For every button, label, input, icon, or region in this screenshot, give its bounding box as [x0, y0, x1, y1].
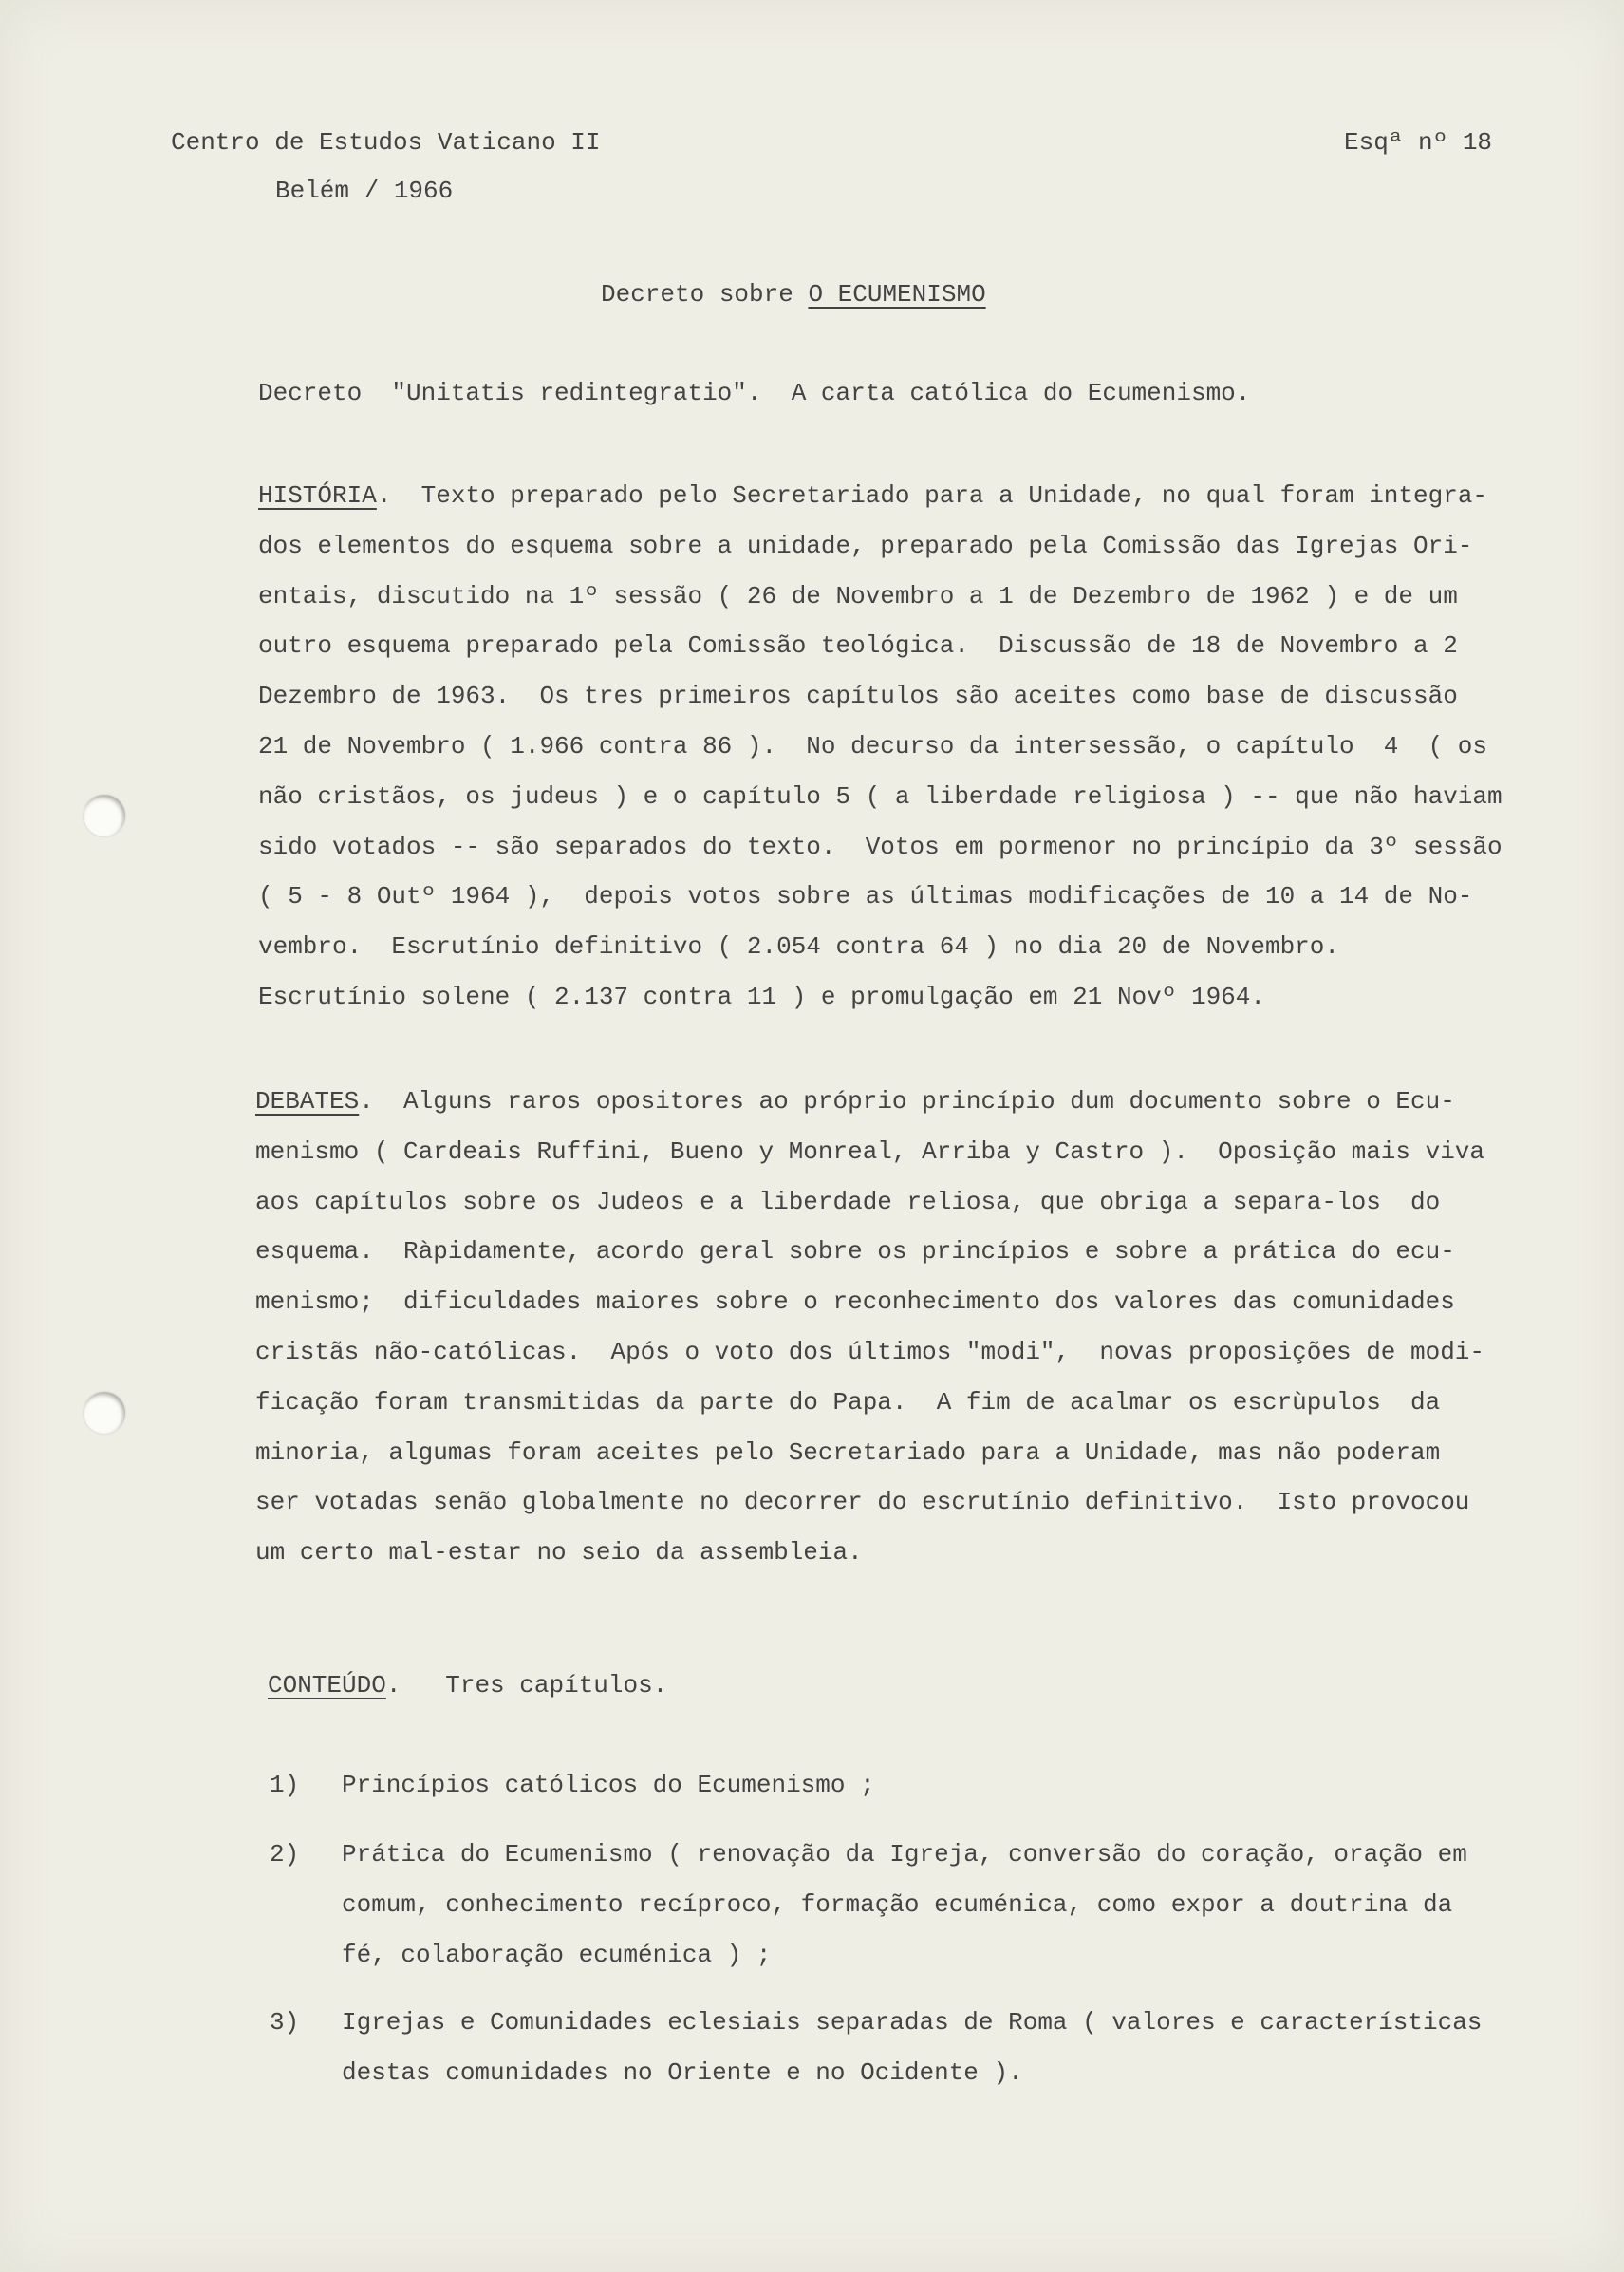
historia-heading: HISTÓRIA	[258, 481, 377, 510]
debates-line: minoria, algumas foram aceites pelo Secretariado para a Unidade, mas não poderam	[255, 1437, 1441, 1467]
document-title	[601, 270, 986, 320]
historia-line: vembro. Escrutínio definitivo ( 2.054 contra 64 ) no dia 20 de Novembro.	[258, 932, 1339, 962]
historia-line: dos elementos do esquema sobre a unidade, preparado pela Comissão das Igrejas Ori-	[258, 531, 1473, 560]
title-subject: O ECUMENISMO	[808, 280, 986, 309]
historia-line: Texto preparado pelo Secretariado para a Unidade, no qual foram integra-	[391, 481, 1488, 510]
historia-line: outro esquema preparado pela Comissão teológica. Discussão de 18 de Novembro a 2	[258, 631, 1458, 661]
debates-line: Alguns raros opositores ao próprio princípio dum documento sobre o Ecu-	[373, 1087, 1455, 1116]
chapter-number: 3)	[270, 2008, 300, 2037]
punch-hole-top	[84, 795, 125, 836]
conteudo-text: Tres capítulos.	[401, 1671, 668, 1699]
chapter-line: fé, colaboração ecuménica ) ;	[342, 1940, 772, 1969]
historia-first-line	[258, 471, 1503, 521]
chapter-line: destas comunidades no Oriente e no Ocidente ).	[342, 2057, 1023, 2087]
historia-line: entais, discutido na 1º sessão ( 26 de Novembro a 1 de Dezembro de 1962 ) e de um	[258, 581, 1458, 610]
chapter-line: Prática do Ecumenismo ( renovação da Igreja, conversão do coração, oração em	[342, 1840, 1467, 1868]
chapter-line: comum, conhecimento recíproco, formação ecuménica, como expor a doutrina da	[342, 1889, 1453, 1919]
institution-name: Centro de Estudos Vaticano II	[171, 128, 601, 157]
debates-heading-period: .	[359, 1087, 374, 1116]
historia-line: não cristãos, os judeus ) e o capítulo 5 ( a liberdade religiosa ) -- que não haviam	[258, 781, 1503, 811]
chapter-line: Princípios católicos do Ecumenismo ;	[342, 1771, 875, 1799]
historia-line: ( 5 - 8 Outº 1964 ), depois votos sobre as últimas modificações de 10 a 14 de No-	[258, 882, 1473, 911]
debates-line: um certo mal-estar no seio da assembleia.	[255, 1538, 863, 1568]
historia-heading-period: .	[376, 481, 392, 510]
debates-line: ficação foram transmitidas da parte do Papa. A fim de acalmar os escrùpulos da	[255, 1387, 1441, 1417]
place-year: Belém / 1966	[275, 177, 454, 205]
debates-line: ser votadas senão globalmente no decorrer do escrutínio definitivo. Isto provocou	[255, 1488, 1470, 1517]
conteudo-heading-period: .	[385, 1671, 401, 1699]
historia-line: 21 de Novembro ( 1.966 contra 86 ). No decurso da intersessão, o capítulo 4 ( os	[258, 731, 1488, 760]
conteudo-line	[268, 1661, 667, 1711]
document-subtitle: Decreto "Unitatis redintegratio". A carta católica do Ecumenismo.	[258, 379, 1251, 407]
historia-line: sido votados -- são separados do texto. Votos em pormenor no princípio da 3º sessão	[258, 832, 1503, 861]
chapter-number: 2)	[270, 1840, 300, 1868]
document-reference: Esqª nº 18	[1344, 128, 1493, 157]
debates-line: menismo; dificuldades maiores sobre o reconhecimento dos valores das comunidades	[255, 1287, 1455, 1317]
historia-line: Dezembro de 1963. Os tres primeiros capítulos são aceites como base de discussão	[258, 682, 1458, 711]
debates-heading: DEBATES	[255, 1087, 360, 1116]
title-prefix: Decreto sobre	[601, 280, 809, 309]
debates-line: menismo ( Cardeais Ruffini, Bueno y Monreal, Arriba y Castro ). Oposição mais viva	[255, 1136, 1485, 1166]
punch-hole-bottom	[84, 1392, 125, 1434]
conteudo-heading: CONTEÚDO	[268, 1671, 386, 1699]
chapter-line: Igrejas e Comunidades eclesiais separadas de Roma ( valores e características	[342, 2008, 1483, 2037]
debates-section	[255, 1077, 1484, 1578]
debates-line: aos capítulos sobre os Judeos e a liberdade reliosa, que obriga a separa-los do	[255, 1187, 1441, 1216]
debates-line: esquema. Ràpidamente, acordo geral sobre os princípios e sobre a prática do ecu-	[255, 1237, 1455, 1267]
historia-line: Escrutínio solene ( 2.137 contra 11 ) e promulgação em 21 Novº 1964.	[258, 982, 1265, 1011]
debates-first-line	[255, 1077, 1484, 1127]
chapter-number: 1)	[270, 1771, 300, 1799]
historia-section	[258, 471, 1503, 1023]
debates-line: cristãs não-católicas. Após o voto dos últimos "modi", novas proposições de modi-	[255, 1337, 1485, 1366]
